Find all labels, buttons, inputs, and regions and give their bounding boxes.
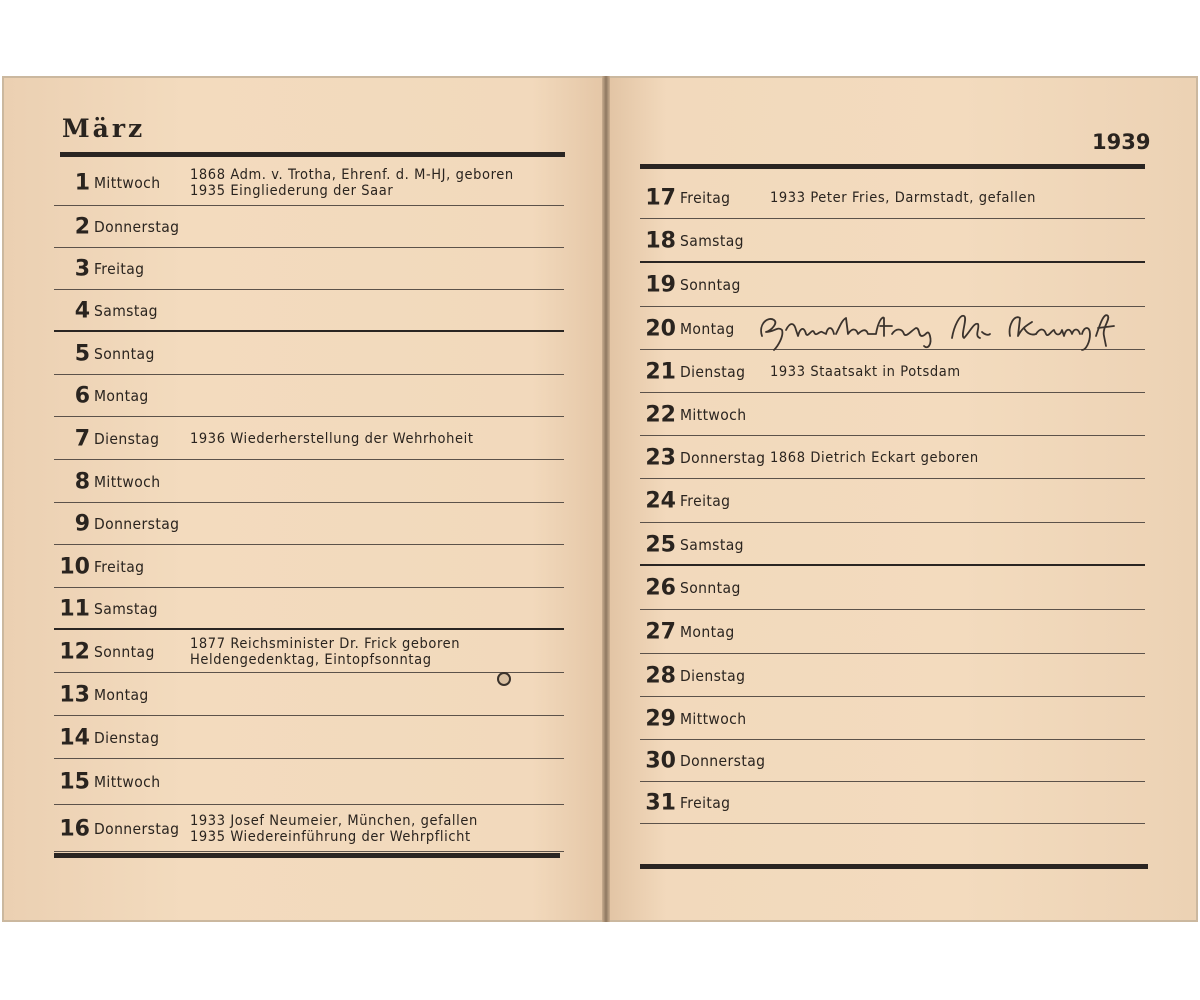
weekday-name: Samstag <box>680 232 744 250</box>
day-note-line: 1935 Eingliederung der Saar <box>190 182 394 199</box>
day-number: 5 <box>74 341 90 366</box>
day-number: 27 <box>645 619 676 645</box>
day-note <box>190 636 460 668</box>
day-number: 23 <box>645 445 676 470</box>
day-number: 1 <box>74 170 90 195</box>
day-row <box>640 566 1145 610</box>
day-row <box>54 290 564 332</box>
weekday-name: Donnerstag <box>94 515 180 533</box>
day-number: 9 <box>74 511 90 537</box>
day-number: 3 <box>74 256 90 282</box>
day-number: 13 <box>59 682 90 707</box>
punch-hole <box>497 672 511 686</box>
weekday-name: Dienstag <box>680 666 746 685</box>
weekday-name: Montag <box>94 685 149 704</box>
day-row <box>54 332 564 375</box>
day-row <box>54 503 564 545</box>
left-top-rule <box>60 152 565 157</box>
day-number: 15 <box>59 769 90 795</box>
day-note-line: 1936 Wiederherstellung der Wehrhoheit <box>190 430 474 447</box>
day-divider <box>54 851 564 852</box>
day-note <box>770 364 961 380</box>
day-number: 25 <box>645 532 676 557</box>
day-number: 20 <box>645 316 676 341</box>
weekday-name: Mittwoch <box>680 405 747 424</box>
weekday-name: Donnerstag <box>680 752 766 770</box>
day-row <box>640 697 1145 740</box>
day-row <box>640 479 1145 523</box>
weekday-name: Dienstag <box>680 362 746 381</box>
day-number: 4 <box>74 298 90 324</box>
day-row <box>640 263 1145 307</box>
weekday-name: Dienstag <box>94 728 160 747</box>
weekday-name: Sonntag <box>680 579 741 597</box>
day-row <box>54 248 564 290</box>
day-number: 30 <box>645 748 676 774</box>
day-row <box>54 759 564 805</box>
day-number: 17 <box>645 185 676 210</box>
weekday-name: Montag <box>680 623 735 641</box>
book-spine <box>602 76 610 922</box>
weekday-name: Freitag <box>680 794 731 812</box>
day-number: 26 <box>645 575 676 601</box>
day-note-line: 1868 Dietrich Eckart geboren <box>770 449 979 466</box>
day-row <box>640 654 1145 697</box>
day-divider <box>640 823 1145 824</box>
weekday-name: Montag <box>94 387 149 405</box>
left-bottom-rule <box>54 853 560 858</box>
right-bottom-rule <box>640 864 1148 869</box>
day-number: 18 <box>645 228 676 254</box>
day-number: 24 <box>645 488 676 514</box>
day-note-line: 1935 Wiedereinführung der Wehrpflicht <box>190 828 471 845</box>
day-row <box>54 588 564 630</box>
weekday-name: Sonntag <box>94 344 155 363</box>
weekday-name: Mittwoch <box>94 173 161 192</box>
day-number: 16 <box>59 816 90 841</box>
day-note-line: 1868 Adm. v. Trotha, Ehrenf. d. M-HJ, geboren <box>190 166 514 183</box>
day-note <box>190 167 514 199</box>
day-note <box>770 450 979 466</box>
day-number: 31 <box>645 790 676 816</box>
weekday-name: Samstag <box>94 600 158 618</box>
day-row <box>640 393 1145 436</box>
day-note-line: 1933 Peter Fries, Darmstadt, gefallen <box>770 189 1036 206</box>
day-row <box>54 545 564 588</box>
weekday-name: Donnerstag <box>94 819 180 838</box>
day-note-line: 1933 Staatsakt in Potsdam <box>770 363 961 380</box>
day-note-line: Heldengedenktag, Eintopfsonntag <box>190 651 432 668</box>
day-row <box>54 206 564 248</box>
day-number: 7 <box>74 426 90 451</box>
day-number: 10 <box>59 554 90 579</box>
weekday-name: Dienstag <box>94 429 160 448</box>
month-heading: März <box>62 114 146 143</box>
day-number: 8 <box>74 469 90 494</box>
weekday-name: Samstag <box>94 302 158 320</box>
day-number: 14 <box>59 725 90 750</box>
day-row <box>640 782 1145 824</box>
day-number: 22 <box>645 402 676 427</box>
weekday-name: Freitag <box>680 188 731 207</box>
day-row <box>640 740 1145 782</box>
day-row <box>640 219 1145 263</box>
day-note <box>190 813 478 845</box>
day-row <box>54 375 564 417</box>
day-row <box>640 350 1145 393</box>
day-number: 6 <box>74 383 90 409</box>
day-number: 11 <box>59 596 90 622</box>
handwritten-entry <box>756 306 1126 352</box>
weekday-name: Donnerstag <box>680 448 766 467</box>
weekday-name: Sonntag <box>680 276 741 294</box>
day-number: 28 <box>645 663 676 688</box>
weekday-name: Freitag <box>680 492 731 510</box>
weekday-name: Freitag <box>94 557 145 576</box>
day-note-line: 1877 Reichsminister Dr. Frick geboren <box>190 635 461 652</box>
day-row <box>54 805 564 852</box>
day-number: 29 <box>645 706 676 731</box>
day-number: 21 <box>645 359 676 384</box>
day-number: 19 <box>645 272 676 298</box>
year-heading: 1939 <box>1092 130 1151 154</box>
weekday-name: Sonntag <box>94 642 155 661</box>
day-row <box>640 176 1145 219</box>
weekday-name: Samstag <box>680 535 744 554</box>
day-row <box>54 630 564 673</box>
weekday-name: Donnerstag <box>94 218 180 236</box>
weekday-name: Mittwoch <box>680 709 747 728</box>
day-note <box>190 431 474 447</box>
weekday-name: Mittwoch <box>94 472 161 491</box>
day-note-line: 1933 Josef Neumeier, München, gefallen <box>190 812 478 829</box>
day-row <box>640 610 1145 654</box>
right-top-rule <box>640 164 1145 169</box>
day-note <box>770 190 1036 206</box>
day-row <box>54 460 564 503</box>
day-row <box>54 673 564 716</box>
day-row <box>640 523 1145 566</box>
weekday-name: Freitag <box>94 260 145 278</box>
day-number: 2 <box>74 214 90 240</box>
day-row <box>54 716 564 759</box>
day-row <box>54 159 564 206</box>
weekday-name: Montag <box>680 319 735 338</box>
day-row <box>54 417 564 460</box>
day-row <box>640 436 1145 479</box>
day-number: 12 <box>59 639 90 664</box>
weekday-name: Mittwoch <box>94 773 161 791</box>
